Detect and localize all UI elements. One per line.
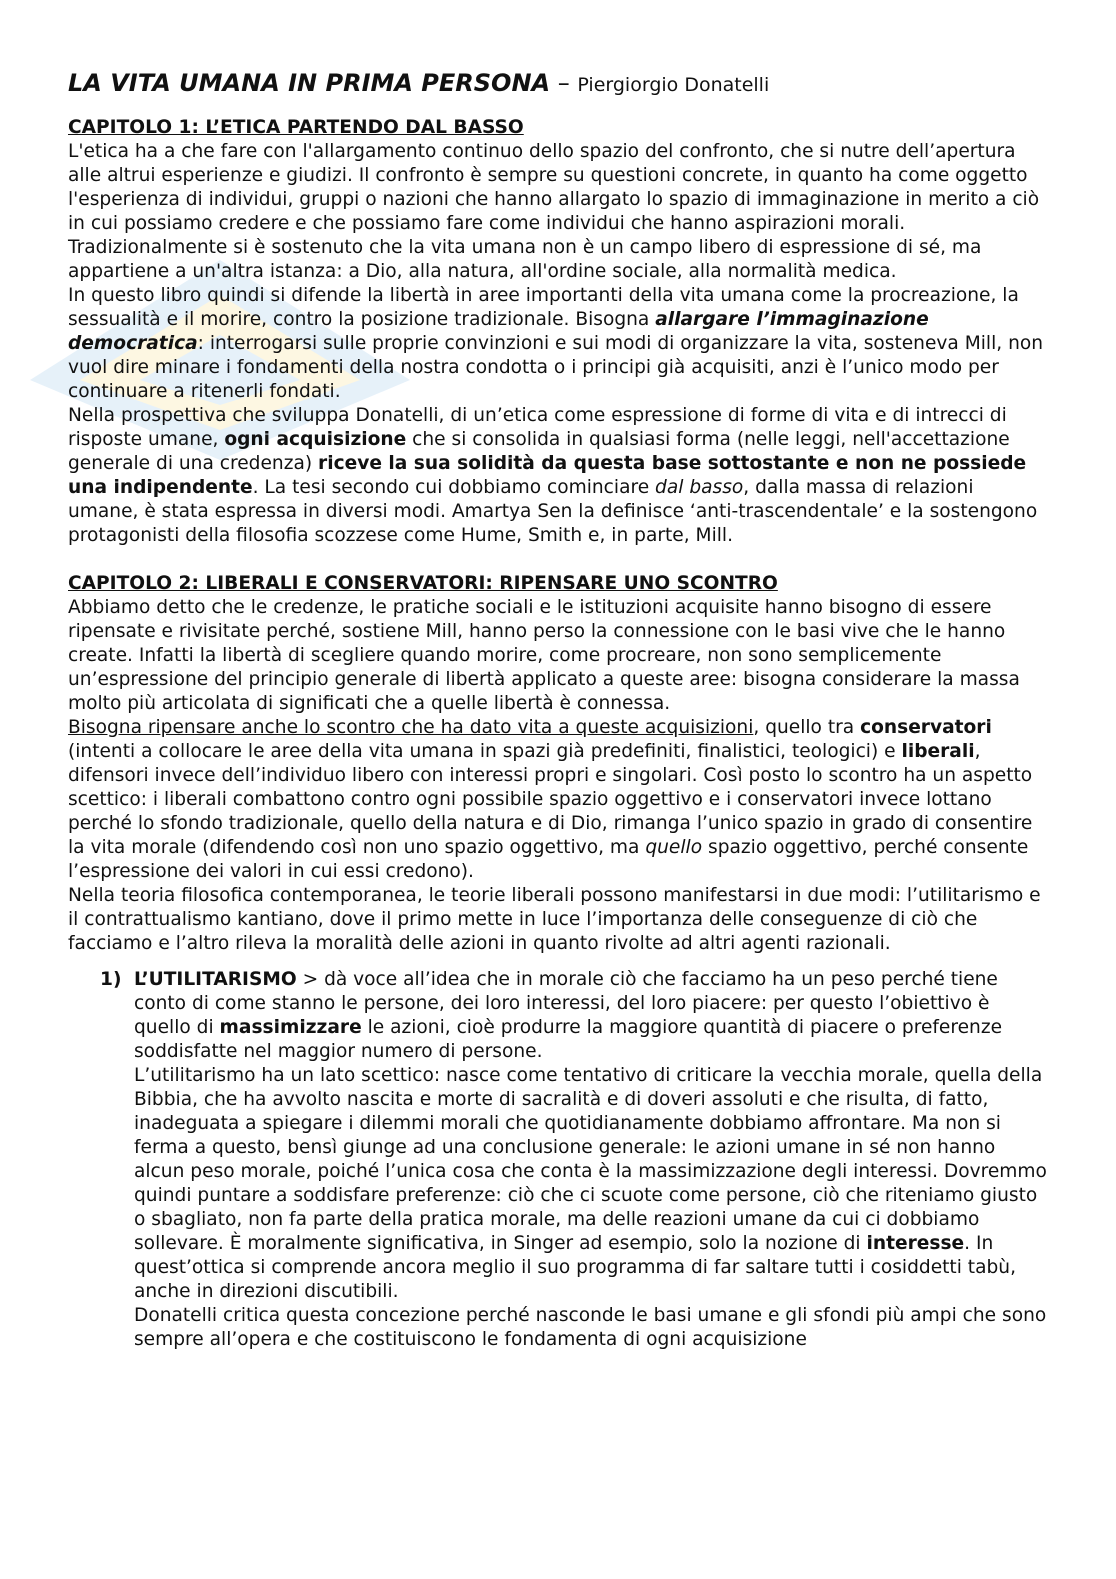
text-run: le azioni, cioè produrre la maggiore quantità di piacere o preferenze soddisfatte nel maggior numero di persone. — [134, 1017, 1003, 1062]
bold-riceve-solidita: riceve la sua solidità da questa base sottostante e non ne possiede una indipendente — [68, 453, 1027, 498]
text-run: , dalla massa di relazioni umane, è stata espressa in diversi modi. Amartya Sen la definisce ‘anti-trascendentale’ e la sostengono protagonisti della filosofia scozzese come Hume, Smith e, in parte, Mill. — [68, 477, 1038, 546]
text-run: In questo libro quindi si difende la libertà in aree importanti della vita umana come la procreazione, la sessualità e il morire, contro la posizione tradizionale. Bisogna — [68, 285, 1019, 330]
text-run: (intenti a collocare le aree della vita umana in spazi già predefiniti, finalistici, teologici) e — [68, 741, 902, 762]
italic-quello: quello — [645, 837, 703, 858]
emphasis-allargare: allargare l’immaginazione democratica — [68, 309, 929, 354]
bold-ogni-acquisizione: ogni acquisizione — [224, 429, 407, 450]
chapter-1-paragraph-2: Tradizionalmente si è sostenuto che la vita umana non è un campo libero di espressione di sé, ma appartiene a un'altra istanza: a Dio, alla natura, all'ordine sociale, alla normalità medica. — [68, 237, 982, 282]
bold-liberali: liberali — [901, 741, 975, 762]
title-main: LA VITA UMANA IN PRIMA PERSONA — [68, 69, 551, 97]
document-title — [68, 66, 1048, 102]
text-run: > dà voce all’idea che in morale ciò che facciamo ha un peso perché tiene conto di come stanno le persone, dei loro interessi, del loro piacere: per questo l’obiettivo è quello di — [134, 969, 998, 1038]
chapter-2-heading: CAPITOLO 2: LIBERALI E CONSERVATORI: RIPENSARE UNO SCONTRO — [68, 573, 778, 594]
italic-dal-basso: dal basso — [655, 477, 744, 498]
chapter-1-heading: CAPITOLO 1: L’ETICA PARTENDO DAL BASSO — [68, 117, 524, 138]
bold-massimizzare: massimizzare — [219, 1017, 362, 1038]
bold-interesse: interesse — [866, 1233, 965, 1254]
text-run: , difensori invece dell’individuo libero con interessi propri e singolari. Così posto lo scontro ha un aspetto scettico: i liberali combattono contro ogni possibile spazio oggettivo e i conservatori invece lottano perché lo sfondo tradizionale, quello della natura e di Dio, rimanga l’unico spazio in grado di consentire la vita morale (difendendo così non uno spazio oggettivo, ma — [68, 741, 1033, 858]
text-run: spazio oggettivo, perché consente l’espressione dei valori in cui essi credono). — [68, 837, 1029, 882]
chapter-1-paragraph-4 — [68, 404, 1048, 548]
chapter-2-paragraph-1: Abbiamo detto che le credenze, le pratiche sociali e le istituzioni acquisite hanno bisogno di essere ripensate e rivisitate perché, sostiene Mill, hanno perso la connessione con le basi vive che le hanno create. Infatti la libertà di scegliere quando morire, come procreare, non sono semplicemente un’espressione del principio generale di libertà applicato a queste aree: bisogna considerare la massa molto più articolata di significati che a quelle libertà è connessa. — [68, 597, 1020, 714]
text-run: : interrogarsi sulle proprie convinzioni e sui modi di organizzare la vita, sosteneva Mill, non vuol dire minare i fondamenti della nostra condotta o i principi già acquisiti, anzi è l’unico modo per continuare a ritenerli fondati. — [68, 333, 1044, 402]
text-run: Nella prospettiva che sviluppa Donatelli, di un’etica come espressione di forme di vita e di intrecci di risposte umane, — [68, 405, 1007, 450]
chapter-1-paragraph-3 — [68, 284, 1048, 404]
list-number: 1) — [100, 969, 122, 990]
text-run: L’utilitarismo ha un lato scettico: nasce come tentativo di criticare la vecchia morale, quella della Bibbia, che ha avvolto nascita e morte di sacralità e di doveri assoluti e che risulta, di fatto, inadeguata a spiegare i dilemmi morali che quotidianamente dobbiamo affrontare. Ma non si ferma a questo, bensì giunge ad una conclusione generale: le azioni umane in sé non hanno alcun peso morale, poiché l’unica cosa che conta è la massimizzazione degli interessi. Dovremmo quindi puntare a soddisfare preferenze: ciò che ci scuote come persone, ciò che riteniamo giusto o sbagliato, non fa parte della pratica morale, ma delle reazioni umane da cui ci dobbiamo sollevare. È moralmente significativa, in Singer ad esempio, solo la nozione di — [134, 1065, 1047, 1254]
chapter-2-paragraph-2 — [68, 716, 1048, 884]
list-item-paragraph-1 — [134, 968, 1048, 1064]
text-run: , quello tra — [753, 717, 861, 738]
text-run: che si consolida in qualsiasi forma (nelle leggi, nell'accettazione generale di una credenza) — [68, 429, 1010, 474]
text-run: . In quest’ottica si comprende ancora meglio il suo programma di far saltare tutti i cosiddetti tabù, anche in direzioni discutibili. — [134, 1233, 1016, 1302]
list-item-paragraph-2 — [134, 1064, 1048, 1304]
list-item-utilitarismo — [68, 968, 1048, 1352]
title-author: Piergiorgio Donatelli — [577, 74, 770, 96]
list-item-paragraph-3: Donatelli critica questa concezione perché nasconde le basi umane e gli sfondi più ampi che sono sempre all’opera e che costituiscono le fondamenta di ogni acquisizione — [134, 1305, 1047, 1350]
bold-conservatori: conservatori — [860, 717, 992, 738]
numbered-list — [68, 968, 1048, 1352]
chapter-2-paragraph-3: Nella teoria filosofica contemporanea, le teorie liberali possono manifestarsi in due modi: l’utilitarismo e il contrattualismo kantiano, dove il primo mette in luce l’importanza delle conseguenze di ciò che facciamo e l’altro rileva la moralità delle azioni in quanto rivolte ad altri agenti razionali. — [68, 885, 1041, 954]
text-run: . La tesi secondo cui dobbiamo cominciare — [252, 477, 656, 498]
document-page — [68, 66, 1048, 1352]
chapter-1-paragraph-1: L'etica ha a che fare con l'allargamento continuo dello spazio del confronto, che si nutre dell’apertura alle altrui esperienze e giudizi. Il confronto è sempre su questioni concrete, in quanto ha come oggetto l'esperienza di individui, gruppi o nazioni che hanno allargato lo spazio di immaginazione in merito a ciò in cui possiamo credere e che possiamo fare come individui che hanno aspirazioni morali. — [68, 141, 1040, 234]
underlined-text: Bisogna ripensare anche lo scontro che ha dato vita a queste acquisizioni — [68, 717, 754, 738]
bold-utilitarismo: L’UTILITARISMO — [134, 969, 297, 990]
title-separator: – — [550, 69, 578, 97]
